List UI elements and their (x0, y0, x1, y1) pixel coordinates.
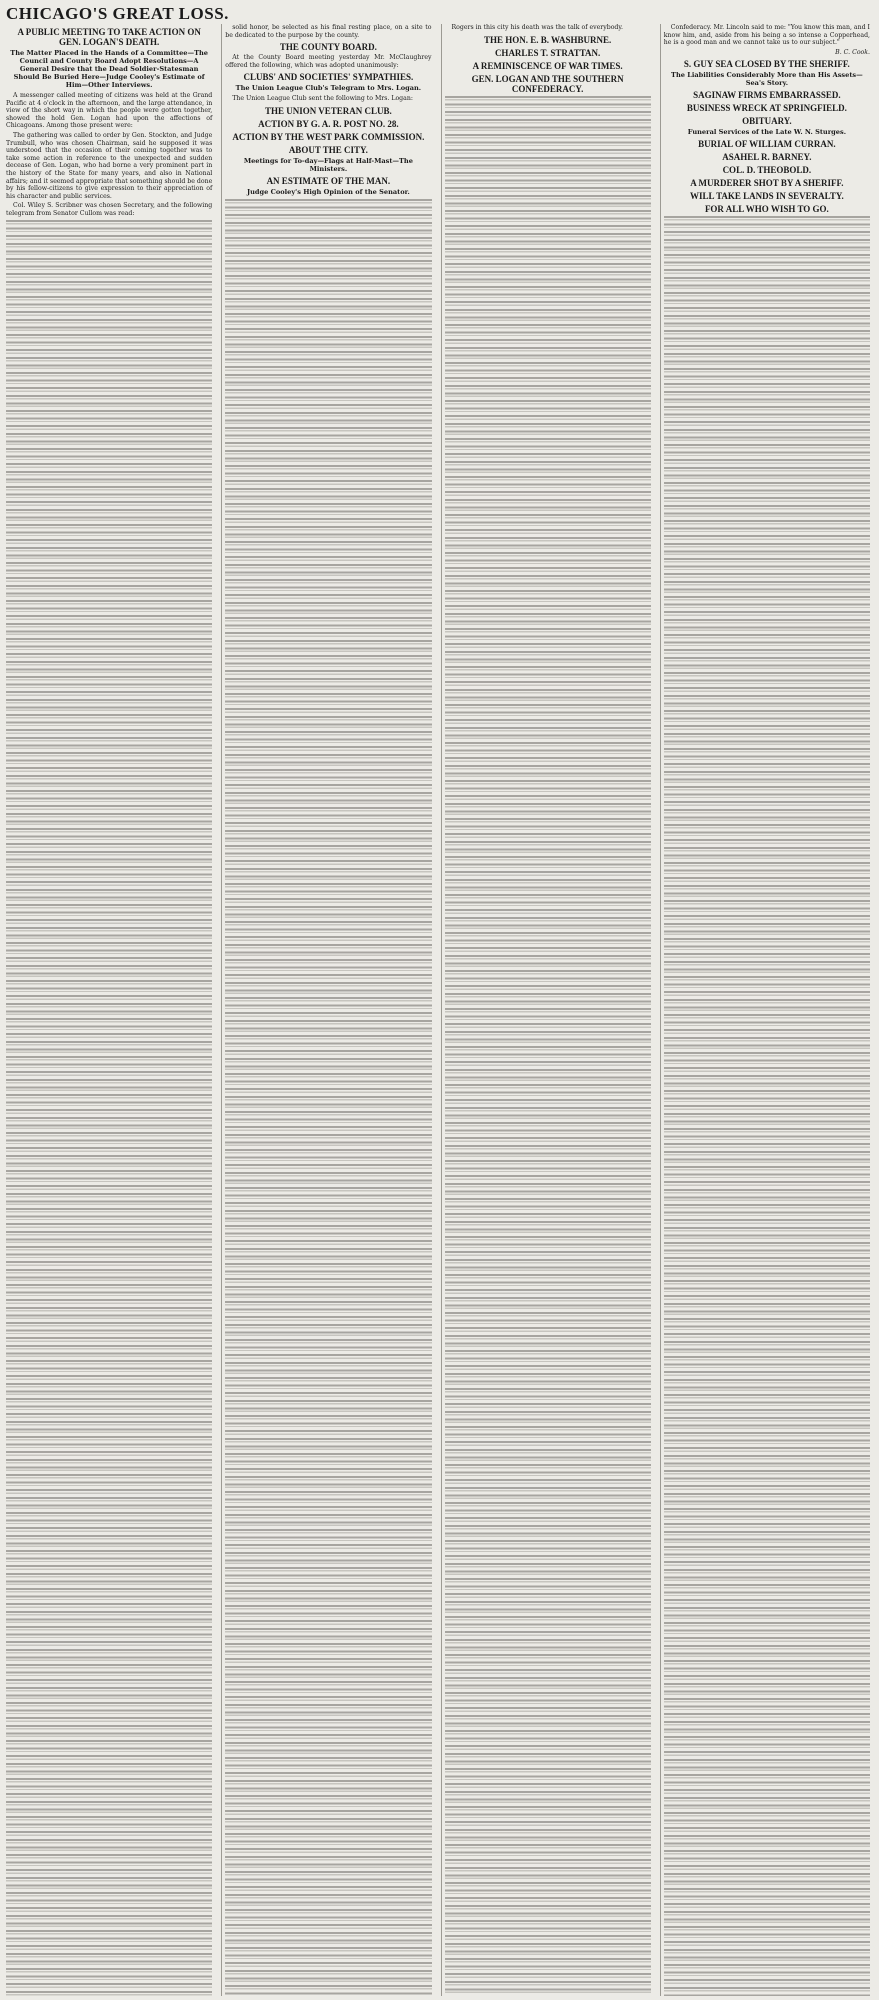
article-paragraph: Confederacy. Mr. Lincoln said to me: "You know this man, and I know him, and, aside from his being a so intense a Copperhead, he is a good man and we cannot take us to our subject." (663, 24, 870, 47)
column-2 (221, 24, 434, 1996)
headline: A PUBLIC MEETING TO TAKE ACTION ON GEN. LOGAN'S DEATH. (17, 27, 201, 47)
subheadline: The Union League Club's Telegram to Mrs. Logan. (235, 84, 422, 93)
headline: ACTION BY G. A. R. POST NO. 28. (258, 118, 399, 129)
headline: BUSINESS WRECK AT SPRINGFIELD. (686, 103, 847, 114)
body-text-block (225, 199, 431, 1996)
article-paragraph: solid honor, be selected as his final resting place, on a site to be dedicated to the purpose by the county. (225, 24, 432, 39)
headline: AN ESTIMATE OF THE MAN. (266, 175, 391, 186)
headline: THE HON. E. B. WASHBURNE. (483, 34, 612, 45)
article-paragraph: A messenger called meeting of citizens was held at the Grand Pacific at 4 o'clock in the afternoon, and the large attendance, in view of the short way in which the people were gotten together, showed the hold Gen. Logan had upon the affections of Chicagoans. Among those present were: (6, 92, 213, 130)
headline: CLUBS' AND SOCIETIES' SYMPATHIES. (243, 72, 414, 83)
article-paragraph: The gathering was called to order by Gen. Stockton, and Judge Trumbull, who was chosen Chairman, said he supposed it was understood that the occasion of their coming together was to take some action in reference to the unexpected and sudden decease of Gen. Logan, who had borne a very prominent part in the history of the State for many years, and also in National affairs; and it seemed appropriate that something should be done by his fellow-citizens to give expression to their appreciation of his character and public services. (6, 131, 213, 200)
body-text-block (6, 220, 212, 1997)
column-1 (6, 24, 215, 1996)
signature: B. C. Cook. (835, 48, 870, 56)
headline: SAGINAW FIRMS EMBARRASSED. (693, 90, 841, 101)
masthead-headline: CHICAGO'S GREAT LOSS. (6, 4, 229, 23)
headline: CHARLES T. STRATTAN. (494, 47, 601, 58)
subheadline: The Matter Placed in the Hands of a Committee—The Council and County Board Adopt Resolutions—A General Desire that the Dead Soldier-Statesman Should Be Buried Here—Judge Cooley's Estimate of Him—Other Interviews. (10, 49, 208, 89)
article-paragraph: Col. Wiley S. Scribner was chosen Secretary, and the following telegram from Senator Cullom was read: (6, 202, 213, 217)
body-text-block (445, 96, 651, 1996)
headline: OBITUARY. (742, 116, 792, 127)
subheadline: Meetings for To-day—Flags at Half-Mast—The Ministers. (243, 156, 413, 173)
subheadline: Funeral Services of the Late W. N. Sturges. (687, 128, 846, 137)
headline: BURIAL OF WILLIAM CURRAN. (698, 139, 836, 150)
headline: THE COUNTY BOARD. (279, 42, 377, 53)
headline: A REMINISCENCE OF WAR TIMES. (472, 60, 623, 71)
headline: A MURDERER SHOT BY A SHERIFF. (690, 178, 844, 189)
columns (6, 24, 873, 1996)
headline: S. GUY SEA CLOSED BY THE SHERIFF. (683, 59, 850, 70)
headline: ABOUT THE CITY. (288, 144, 368, 155)
body-text-block (664, 216, 870, 1996)
headline: FOR ALL WHO WISH TO GO. (704, 204, 829, 215)
column-4 (660, 24, 873, 1996)
column-3 (441, 24, 654, 1996)
subheadline: The Liabilities Considerably More than His Assets—Sea's Story. (671, 71, 863, 88)
headline: ACTION BY THE WEST PARK COMMISSION. (232, 131, 425, 142)
headline: GEN. LOGAN AND THE SOUTHERN CONFEDERACY. (471, 73, 624, 94)
headline: THE UNION VETERAN CLUB. (264, 105, 392, 116)
headline: COL. D. THEOBOLD. (722, 165, 812, 176)
article-paragraph: At the County Board meeting yesterday Mr. McClaughrey offered the following, which was adopted unanimously: (225, 54, 432, 69)
headline: ASAHEL R. BARNEY. (722, 152, 812, 163)
subheadline: Judge Cooley's High Opinion of the Senator. (246, 187, 410, 196)
headline: WILL TAKE LANDS IN SEVERALTY. (689, 191, 844, 202)
article-paragraph: Rogers in this city his death was the talk of everybody. (451, 24, 624, 31)
article-paragraph: The Union League Club sent the following to Mrs. Logan: (232, 95, 413, 103)
